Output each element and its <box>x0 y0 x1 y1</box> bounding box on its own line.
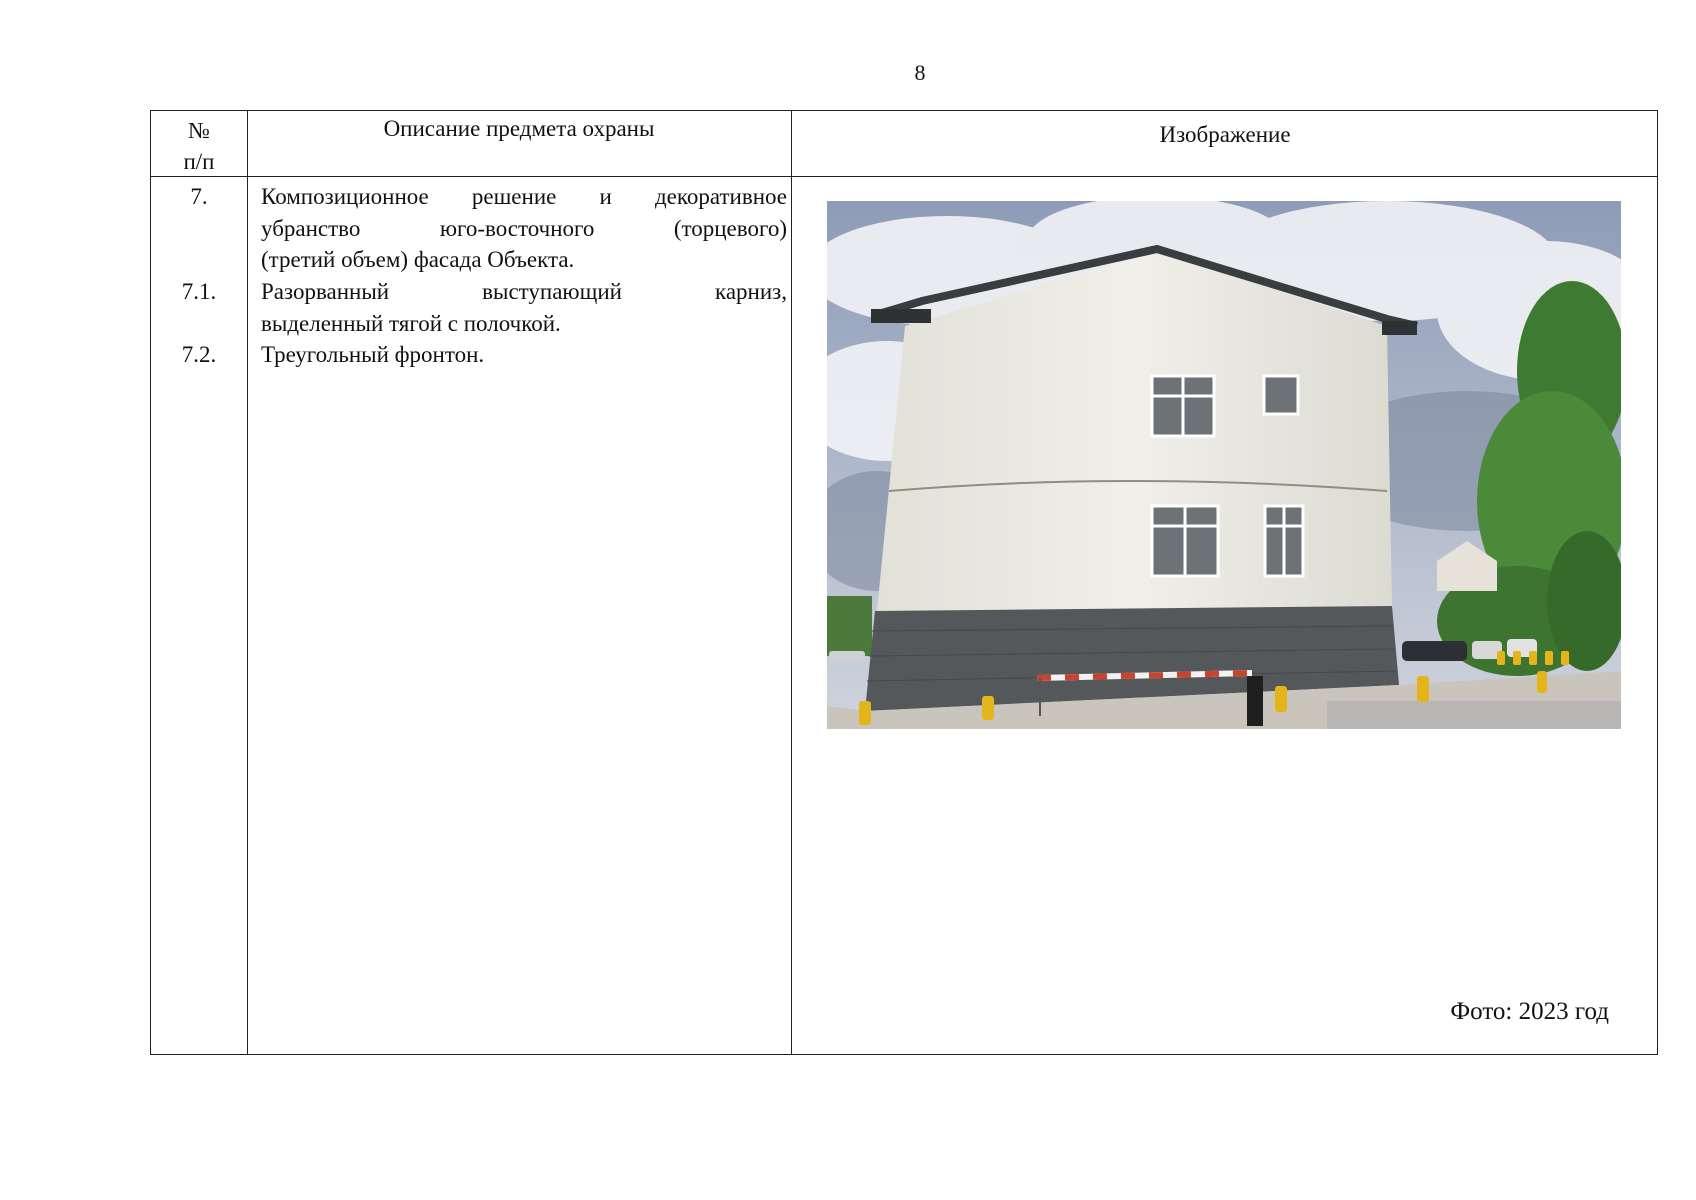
header-number <box>151 115 247 177</box>
protection-table <box>150 110 1658 1055</box>
row-number: 7.2. <box>181 342 217 367</box>
page-number: 8 <box>914 60 926 85</box>
description-line: (третий объем) фасада Объекта. <box>261 247 575 272</box>
gravel <box>1327 701 1621 729</box>
description-line: убранство юго-восточного (торцевого) <box>261 215 787 241</box>
header-number-line1: № <box>188 118 210 143</box>
header-image: Изображение <box>1159 122 1291 147</box>
trees-left <box>827 596 872 656</box>
header-description: Описание предмета охраны <box>383 116 655 141</box>
description-line: Разорванный выступающий карниз, <box>261 279 787 304</box>
column-divider <box>791 111 792 1054</box>
description-line: Треугольный фронтон. <box>261 342 485 367</box>
row-description <box>261 276 787 339</box>
photo-caption: Фото: 2023 год <box>1450 998 1609 1025</box>
cornice-left <box>871 309 931 323</box>
description-line: выделенный тягой с полочкой. <box>261 310 561 336</box>
header-number-line2: п/п <box>183 149 215 174</box>
description-line: Композиционное решение и декоративное <box>261 184 787 209</box>
column-divider <box>247 111 248 1054</box>
row-description <box>261 339 787 371</box>
row-description <box>261 181 787 276</box>
header-divider <box>151 176 1657 177</box>
facade-photo <box>827 201 1621 729</box>
row-number: 7. <box>190 184 208 209</box>
cornice-right <box>1382 321 1417 335</box>
row-number: 7.1. <box>181 279 217 304</box>
